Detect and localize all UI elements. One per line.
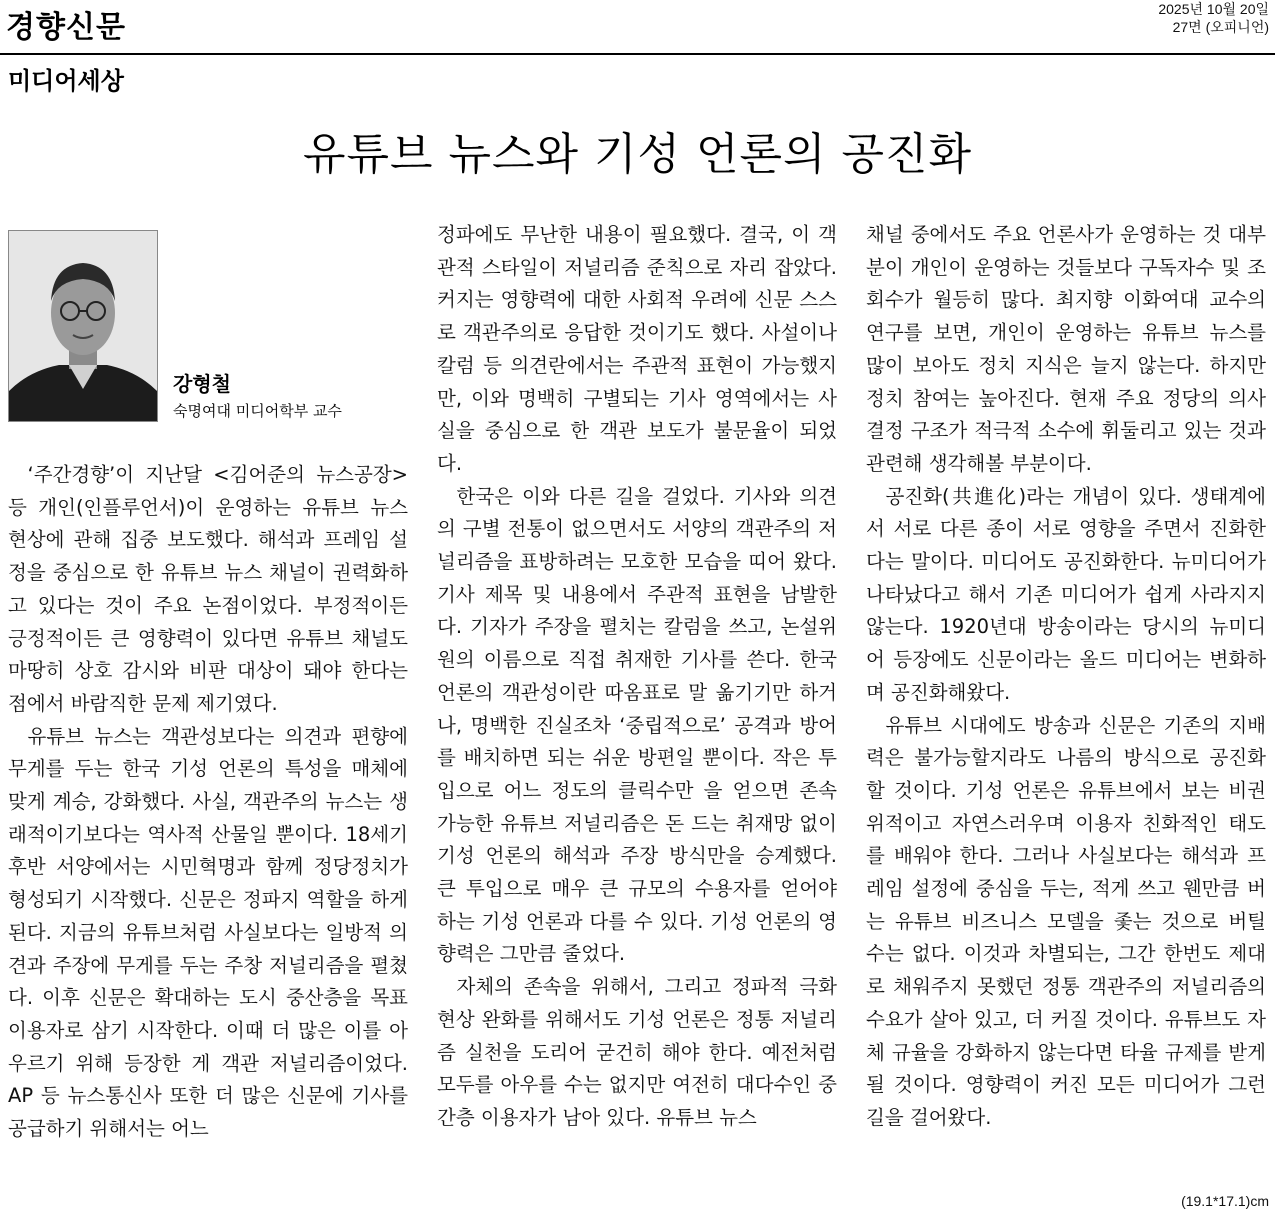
author-photo [8, 230, 158, 422]
author-portrait-image [9, 231, 157, 421]
paragraph: 유튜브 뉴스는 객관성보다는 의견과 편향에 무게를 두는 한국 기성 언론의 특성을 매체에 맞게 계승, 강화했다. 사실, 객관주의 뉴스는 생래적이기보다는 역사적 산물일 뿐이다. 18세기 후반 서양에서는 시민혁명과 함께 정당정치가 형성되기 시작했다. 신문은 정파지 역할을 하게 된다. 지금의 유튜브처럼 사실보다는 일방적 의견과 주장에 무게를 두는 주창 저널리즘을 펼쳤다. 이후 신문은 확대하는 도시 중산층을 목표 이용자로 삼기 시작한다. 이때 더 많은 이를 아우르기 위해 등장한 게 객관 저널리즘이었다. AP 등 뉴스통신사 또한 더 많은 신문에 기사를 공급하기 위해서는 어느 [8, 724, 408, 1141]
article-column-1 [8, 459, 408, 1189]
page-number: 27면 (오피니언) [1172, 19, 1269, 35]
author-title: 숙명여대 미디어학부 교수 [173, 402, 342, 420]
issue-date: 2025년 10월 20일 [1158, 1, 1269, 17]
paragraph: 유튜브 시대에도 방송과 신문은 기존의 지배력은 불가능할지라도 나름의 방식으로 공진화할 것이다. 기성 언론은 유튜브에서 보는 비권위적이고 자연스러우며 이용자 친화적인 태도를 배워야 한다. 그러나 사실보다는 해석과 프레임 설정에 중심을 두는, 적게 쓰고 웬만큼 버는 유튜브 비즈니스 모델을 좇는 것으로 버틸 수는 없다. 이것과 차별되는, 그간 한번도 제대로 채워주지 못했던 정통 객관주의 저널리즘의 수요가 살아 있고, 더 커질 것이다. 유튜브도 자체 규율을 강화하지 않는다면 타율 규제를 받게 될 것이다. 영향력이 커진 모든 미디어가 그런 길을 걸어왔다. [866, 713, 1266, 1129]
paragraph: 한국은 이와 다른 길을 걸었다. 기사와 의견의 구별 전통이 없으면서도 서양의 객관주의 저널리즘을 표방하려는 모호한 모습을 띠어 왔다. 기사 제목 및 내용에서 주관적 표현을 남발한다. 기자가 주장을 펼치는 칼럼을 쓰고, 논설위원의 이름으로 직접 취재한 기사를 쓴다. 한국 언론의 객관성이란 따옴표로 말 옮기기만 하거나, 명백한 진실조차 ‘중립적으로’ 공격과 방어를 배치하면 되는 쉬운 방편일 뿐이다. 작은 투입으로 어느 정도의 클릭수만 을 얻으면 존속 가능한 유튜브 저널리즘은 돈 드는 취재망 없이 기성 언론의 해석과 주장 방식만을 승계했다. 큰 투입으로 매우 큰 규모의 수용자를 얻어야 하는 기성 언론과 다를 수 있다. 기성 언론의 영향력은 그만큼 줄었다. [437, 484, 837, 966]
paragraph: ‘주간경향’이 지난달 <김어준의 뉴스공장> 등 개인(인플루언서)이 운영하는 유튜브 뉴스 현상에 관해 집중 보도했다. 해석과 프레임 설정을 중심으로 한 유튜브 뉴스 채널이 권력화하고 있다는 것이 주요 논점이었다. 부정적이든 긍정적이든 큰 영향력이 있다면 유튜브 채널도 마땅히 상호 감시와 비판 대상이 돼야 한다는 점에서 바람직한 문제 제기였다. [8, 463, 408, 715]
article-headline: 유튜브 뉴스와 기성 언론의 공진화 [303, 129, 972, 180]
paragraph: 정파에도 무난한 내용이 필요했다. 결국, 이 객관적 스타일이 저널리즘 준칙으로 자리 잡았다. 커지는 영향력에 대한 사회적 우려에 신문 스스로 객관주의로 응답한 것이기도 했다. 사설이나 칼럼 등 의견란에서는 주관적 표현이 가능했지만, 이와 명백히 구별되는 기사 영역에서는 사실을 중심으로 한 객관 보도가 불문율이 되었다. [437, 223, 837, 475]
author-name: 강형철 [173, 372, 231, 396]
paragraph: 채널 중에서도 주요 언론사가 운영하는 것 대부분이 개인이 운영하는 것들보다 구독자수 및 조회수가 월등히 많다. 최지향 이화여대 교수의 연구를 보면, 개인이 운영하는 유튜브 뉴스를 많이 보아도 정치 지식은 늘지 않는다. 하지만 정치 참여는 높아진다. 현재 주요 정당의 의사결정 구조가 적극적 소수에 휘둘리고 있는 것과 관련해 생각해볼 부분이다. [866, 223, 1266, 475]
newspaper-name: 경향신문 [6, 10, 126, 45]
article-column-2 [437, 219, 837, 1189]
author-box [8, 230, 418, 430]
paragraph: 자체의 존속을 위해서, 그리고 정파적 극화 현상 완화를 위해서도 기성 언론은 정통 저널리즘 실천을 도리어 굳건히 해야 한다. 예전처럼 모두를 아우를 수는 없지만 여전히 대다수인 중간층 이용자가 남아 있다. 유튜브 뉴스 [437, 975, 837, 1129]
article-size-note: (19.1*17.1)cm [1181, 1193, 1269, 1209]
masthead-rule [0, 53, 1275, 55]
article-column-3 [866, 219, 1266, 1189]
section-label: 미디어세상 [8, 67, 124, 95]
issue-meta [1158, 0, 1269, 36]
masthead [0, 0, 1275, 54]
paragraph: 공진화(共進化)라는 개념이 있다. 생태계에서 서로 다른 종이 서로 영향을 주면서 진화한다는 말이다. 미디어도 공진화한다. 뉴미디어가 나타났다고 해서 기존 미디어가 쉽게 사라지지 않는다. 1920년대 방송이라는 당시의 뉴미디어 등장에도 신문이라는 올드 미디어는 변화하며 공진화해왔다. [866, 484, 1266, 704]
